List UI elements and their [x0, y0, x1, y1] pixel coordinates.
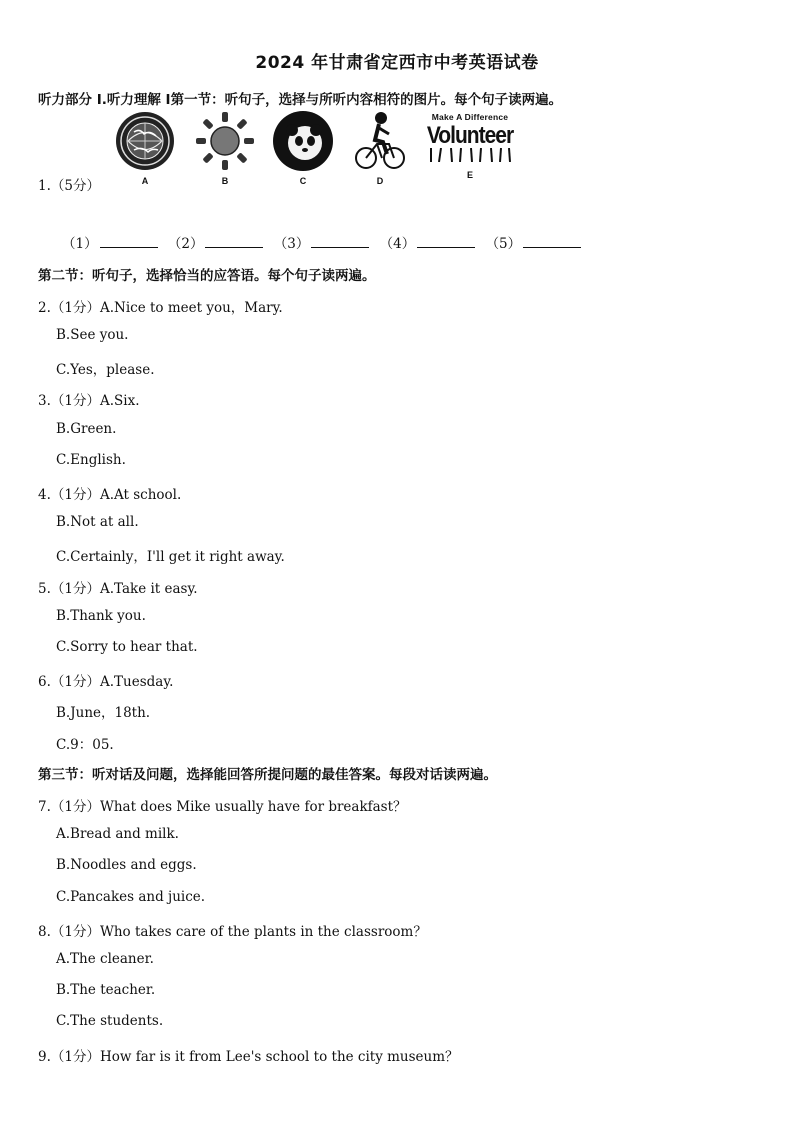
blank-label: （5） [485, 236, 522, 252]
picture-options [110, 110, 530, 190]
question-option: C.Certainly，I'll get it right away. [56, 549, 285, 565]
question-option: C.Pancakes and juice. [56, 889, 206, 905]
question-option: B.Thank you. [56, 608, 146, 624]
question-option: B.See you. [56, 327, 129, 343]
answer-blank[interactable] [100, 235, 158, 248]
picture-d [345, 110, 415, 186]
picture-b [190, 110, 260, 186]
cyclist-icon [349, 110, 411, 172]
picture-label: A [141, 176, 149, 186]
picture-e [420, 110, 520, 186]
question-option: B.Noodles and eggs. [56, 857, 197, 873]
picture-c [268, 110, 338, 186]
question-option: C.English. [56, 452, 126, 468]
question-option: B.The teacher. [56, 982, 156, 998]
question-option: A.Bread and milk. [56, 826, 179, 842]
question-option: B.Not at all. [56, 514, 139, 530]
question-2-stem: 2.（1分）A.Nice to meet you，Mary. [38, 300, 283, 316]
picture-a [110, 110, 180, 186]
question-4-stem: 4.（1分）A.At school. [38, 487, 182, 503]
logo-hands-icon [425, 148, 515, 162]
question-option: C.9：05. [56, 737, 114, 753]
picture-label: E [466, 170, 473, 180]
logo-tagline: Make A Difference [431, 112, 509, 122]
blank-label: （1） [62, 236, 98, 252]
question-5-stem: 5.（1分）A.Take it easy. [38, 581, 198, 597]
globe-seal-icon [114, 110, 176, 172]
question-8-stem: 8.（1分）Who takes care of the plants in the classroom？ [38, 924, 427, 940]
question-option: C.Yes，please. [56, 362, 155, 378]
question-1-stem: 1.（5分） [38, 178, 100, 194]
volunteer-logo-icon [420, 110, 520, 170]
section-2-header: 第二节：听句子，选择恰当的应答语。每个句子读两遍。 [38, 268, 376, 284]
question-option: B.Green. [56, 421, 117, 437]
exam-title: 2024 年甘肃省定西市中考英语试卷 [255, 53, 539, 73]
question-7-stem: 7.（1分）What does Mike usually have for breakfast？ [38, 799, 407, 815]
blank-label: （4） [379, 236, 416, 252]
logo-wordmark: Volunteer [426, 122, 514, 149]
answer-blank[interactable] [311, 235, 369, 248]
question-option: C.Sorry to hear that. [56, 639, 198, 655]
question-9-stem: 9.（1分）How far is it from Lee's school to the city museum？ [38, 1049, 459, 1065]
panda-icon [272, 110, 334, 172]
picture-label: B [221, 176, 229, 186]
picture-label: C [299, 176, 307, 186]
sun-icon [194, 110, 256, 172]
answer-blank[interactable] [417, 235, 475, 248]
question-option: C.The students. [56, 1013, 164, 1029]
listening-header: 听力部分 Ⅰ.听力理解 Ⅰ第一节：听句子，选择与所听内容相符的图片。每个句子读两遍。 [38, 92, 563, 108]
answer-blanks [62, 232, 587, 252]
question-option: A.The cleaner. [56, 951, 154, 967]
blank-label: （3） [273, 236, 310, 252]
question-option: B.June，18th. [56, 705, 151, 721]
section-3-header: 第三节：听对话及问题，选择能回答所提问题的最佳答案。每段对话读两遍。 [38, 767, 497, 783]
picture-label: D [376, 176, 384, 186]
blank-label: （2） [167, 236, 204, 252]
question-6-stem: 6.（1分）A.Tuesday. [38, 674, 174, 690]
answer-blank[interactable] [523, 235, 581, 248]
question-3-stem: 3.（1分）A.Six. [38, 393, 140, 409]
answer-blank[interactable] [205, 235, 263, 248]
